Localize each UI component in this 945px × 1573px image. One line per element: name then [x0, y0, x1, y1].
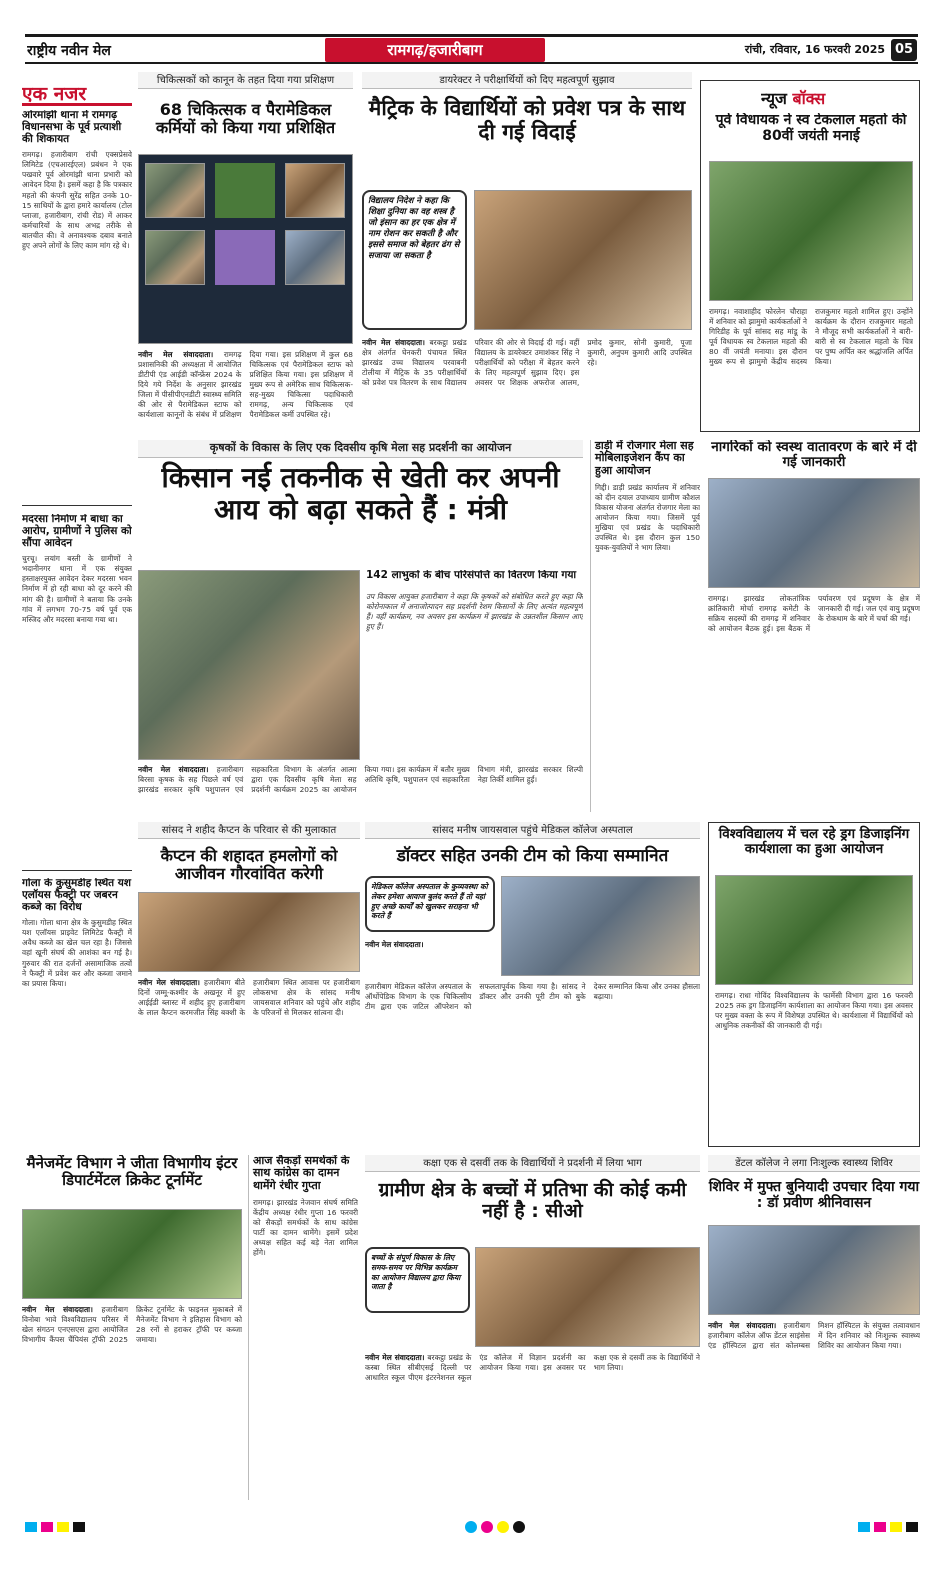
story-photo — [708, 478, 920, 588]
issue-date: रांची, रविवार, 16 फरवरी 2025 — [744, 43, 885, 56]
masthead — [25, 34, 918, 64]
participant-tile — [285, 163, 345, 218]
ek-nazar-headline-3: गोला के कुसुमडीह स्थित यश एलॉयस फैक्ट्री पर जबरन कब्जे का विरोध — [22, 878, 132, 913]
story-headline: आज सैकड़ों समर्थकों के साथ कांग्रेस का दामन थामेंगे रंधीर गुप्ता — [253, 1155, 350, 1192]
ek-nazar-item-1 — [22, 110, 132, 510]
ek-nazar-column — [22, 80, 132, 1145]
story-photo — [708, 1225, 920, 1315]
story-body: रामगढ़। राधा गोविंद विश्वविद्यालय के फार्मेसी विभाग द्वारा 16 फरवरी 2025 तक ड्रग डिजाइनिंग कार्यशाला का आयोजन किया गया। इस अवसर पर मुख्य वक्ता के रूप में विशेषज्ञ उपस्थित थे। कार्यशाला में विद्यार्थियों को आधुनिक तकनीकों की जानकारी दी गई। — [715, 991, 913, 1031]
news-box-headline: पूर्व विधायक ने स्व टेकलाल महतो की 80वीं जयंती मनाई — [715, 113, 907, 144]
story-headline: ग्रामीण क्षेत्र के बच्चों में प्रतिभा की कोई कमी नहीं है : सीओ — [378, 1179, 687, 1223]
story-byline: नवीन मेल संवाददाता। — [365, 940, 424, 949]
story-text: हजारीबाग विनोबा भावे विश्वविद्यालय परिसर में खेल संगठन एनएसएस द्वारा आयोजित विभागीय कैंपस चैंपियंस ट्रॉफी 2025 क्रिकेट टूर्नामेंट के फाइनल मुकाबले में मैनेजमेंट विभाग ने इतिहास विभाग को 28 रनों से हराकर ट्रॉफी पर कब्जा जमाया। — [22, 1305, 242, 1345]
lead-subhead: 142 लाभुकों के बीच परिसंपत्ति का वितरण किया गया — [366, 570, 577, 581]
register-block-black — [73, 1522, 85, 1532]
story-headline: 68 चिकित्सक व पैरामेडिकल कर्मियों को किया गया प्रशिक्षित — [155, 100, 336, 137]
register-block-yellow — [57, 1522, 69, 1532]
story-body: रामगढ़। झारखंड लोकतांत्रिक क्रांतिकारी मोर्चा रामगढ़ कमेटी के सक्रिय सदस्यों की रामगढ़ में शनिवार को आयोजन बैठक हुई। इस बैठक में पर्यावरण एवं प्रदूषण के क्षेत्र में जानकारी दी गई। जल एवं वायु प्रदूषण के रोकथाम के बारे में चर्चा की गई। — [708, 594, 920, 634]
section-title: रामगढ़/हजारीबाग — [387, 41, 483, 59]
story-headline: कैप्टन की शहादत हमलोगों को आजीवन गौरवांवित करेगी — [160, 846, 338, 883]
register-block-cyan — [858, 1522, 870, 1532]
story-photo — [475, 1247, 700, 1347]
ek-nazar-body-1: रामगढ़। हजारीबाग रांची एक्सप्रेसवे लिमिटेड (एचआरईएल) प्रबंधन ने एक पखवारे पूर्व ओरमांझी थाना प्रभारी को आवेदन दिया है। इसमें कहा है कि पत्रकार महतो की कंपनी सुरेंद्र सहित उनके 10-15 साथियों के द्वारा हमारे कार्यालय (टोल प्लाजा, हजारीबाग, रांची रोड) में आकर कर्मचारियों के साथ अभद्र तरीके से बातचीत की। वे अनावश्यक दबाव बनाते हुए अपने लोगों के लिए काम मांग रहे थे। — [22, 150, 132, 250]
register-block-magenta — [41, 1522, 53, 1532]
story-headline: विश्वविद्यालय में चल रहे ड्रग डिजाइनिंग कार्यशाला का हुआ आयोजन — [718, 826, 910, 858]
story-body — [362, 338, 692, 432]
story-dental-camp — [708, 1155, 920, 1500]
story-headline: डाड़ी में रोजगार मेला सह मोबिलाइजेशन कैंप का हुआ आयोजन — [595, 440, 694, 477]
news-box-body: रामगढ़। नवाशाहीद फोरलेन चौराहा में शनिवार को झामुमो कार्यकर्ताओं ने गिरिडीह के पूर्व सांसद सह मांडू के पूर्व विधायक स्व टेकलाल महतो की 80 वीं जयंती मनाया। इस दौरान मुख्य रूप से झामुमो केंद्रीय सदस्य राजकुमार महतो शामिल हुए। उन्होंने कार्यक्रम के दौरान राजकुमार महतो ने मौजूद सभी कार्यकर्ताओं ने बारी-बारी से स्व टेकलाल महतो के चित्र पर पुष्प अर्पित कर श्रद्धांजलि अर्पित किया। — [709, 307, 913, 367]
story-farewell — [362, 72, 692, 432]
paper-name: राष्ट्रीय नवीन मेल — [27, 43, 111, 59]
register-block-black — [906, 1522, 918, 1532]
register-dot-cyan — [465, 1521, 477, 1533]
lead-byline: नवीन मेल संवाददाता। — [138, 765, 209, 774]
students-photo — [474, 190, 692, 330]
story-kicker: कक्षा एक से दसवीं तक के विद्यार्थियों ने प्रदर्शनी में लिया भाग — [365, 1155, 700, 1172]
ek-nazar-body-2: चुरचू। लयांग बस्ती के ग्रामीणों ने भदानीनगर थाना में एक संयुक्त हस्ताक्षरयुक्त आवेदन देकर मदरसा भवन निर्माण में हो रही बाधा को दूर करने की मांग की है। ग्रामीणों ने बताया कि उनके गांव में लगभग 70-75 वर्ष पूर्व एक मस्जिद और मदरसा बनाया गया था। — [22, 554, 132, 624]
ek-nazar-label — [22, 80, 132, 106]
news-box-label — [761, 87, 881, 109]
story-headline: डॉक्टर सहित उनकी टीम को किया सम्मानित — [396, 846, 669, 866]
pull-quote: मेडिकल कॉलेज अस्पताल के कुव्यवस्था को लेकर हमेशा आवाज बुलंद करते हैं तो यहां हुए अच्छे कार्यों को खुलकर सराहना भी करते हैं — [365, 876, 495, 932]
page-number: 05 — [891, 39, 917, 61]
story-body: रामगढ़। झारखंड नेजवान संघर्ष समिति केंद्रीय अध्यक्ष रंधीर गुप्ता 16 फरवरी को सैकड़ों समर्थकों के साथ कांग्रेस पार्टी का दामन थामेंगे। इसमें प्रदेश अध्यक्ष सहित कई बड़े नेता शामिल होंगे। — [253, 1197, 358, 1258]
lead-photo — [138, 570, 360, 760]
participant-tile — [215, 163, 275, 218]
story-kicker: सांसद ने शहीद कैप्टन के परिवार से की मुलाकात — [138, 822, 360, 839]
news-box-photo — [709, 161, 913, 301]
ek-nazar-title: एक नजर — [22, 83, 87, 105]
register-block-yellow — [890, 1522, 902, 1532]
story-body: गिद्दी। डाड़ी प्रखंड कार्यालय में शनिवार को दीन दयाल उपाध्याय ग्रामीण कौशल विकास योजना अंतर्गत रोजगार मेला का आयोजन किया गया। जिसमें पूर्व मुखिया एवं प्रखंड के पदाधिकारी उपस्थित थे। इस दौरान कुल 150 युवक-युवतियों ने भाग लिया। — [595, 482, 700, 553]
story-body — [708, 1321, 920, 1500]
story-byline: नवीन मेल संवाददाता। — [362, 338, 425, 347]
story-kicker: डायरेक्टर ने परीक्षार्थियों को दिए महत्वपूर्ण सुझाव — [362, 72, 692, 89]
print-registration-bar — [25, 1520, 918, 1534]
story-byline: नवीन मेल संवाददाता। — [22, 1305, 93, 1314]
news-box-label-a: न्यूज — [761, 89, 787, 108]
section-banner — [325, 38, 545, 62]
news-box-label-b: बॉक्स — [792, 89, 826, 108]
story-headline: नागरिकों को स्वस्थ वातावरण के बारे में दी गई जानकारी — [711, 440, 917, 471]
story-health-awareness — [708, 440, 920, 812]
lead-text: हजारीबाग बिरसा कृषक के सह पिछले वर्ष एवं झारखंड सरकार कृषि पशुपालन एवं सहकारिता विभाग के अंतर्गत आत्मा द्वारा एक दिवसीय कृषि मेला सह प्रदर्शनी कार्यक्रम 2025 का आयोजन किया गया। इस कार्यक्रम में बतौर मुख्य अतिथि कृषि, पशुपालन एवं सहकारिता विभाग मंत्री, झारखंड सरकार शिल्पी नेहा तिर्की शामिल हुईं। — [138, 765, 583, 795]
story-kicker: चिकित्सकों को कानून के तहत दिया गया प्रशिक्षण — [138, 72, 353, 89]
ek-nazar-headline-2: मदरसा निर्माण में बाधा का आरोप, ग्रामीणों ने पुलिस को सौंपा आवेदन — [22, 514, 132, 549]
divider — [22, 505, 132, 506]
story-drug-workshop — [708, 822, 920, 1147]
story-headline: मैनेजमेंट विभाग ने जीता विभागीय इंटर डिपार्टमेंटल क्रिकेट टूर्नामेंट — [26, 1155, 238, 1189]
register-dot-black — [513, 1521, 525, 1533]
lead-story — [138, 440, 583, 812]
ek-nazar-body-3: गोला। गोला थाना क्षेत्र के कुसुमडीह स्थित यश एलॉयस प्राइवेट लिमिटेड फैक्ट्री में अवैध कब्जे का खेल चल रहा है। जिससे वहां खूनी संघर्ष की आशंका बन गई है। गुरुवार की रात दर्जनों असामाजिक तत्वों ने फैक्ट्री में प्रवेश कर और कब्जा जमाने का प्रयास किया। — [22, 918, 132, 988]
participant-tile — [215, 230, 275, 285]
ek-nazar-headline-1: ओरमांझी थाना में रामगढ़ विधानसभा के पूर्व प्रत्याशी की शिकायत — [22, 110, 122, 145]
lead-kicker: कृषकों के विकास के लिए एक दिवसीय कृषि मेला सह प्रदर्शनी का आयोजन — [138, 440, 583, 458]
participant-tile — [145, 230, 205, 285]
lead-intro: उप विकास आयुक्त हजारीबाग ने कहा कि कृषकों को संबोधित करते हुए कहा कि कोरोनाकाल में अनाजोत्पादन सह प्रदर्शनी रेशम किसानों के लिए अत्यंत महत्वपूर्ण हैं। वहीं कार्यक्रम, नव अवसर इस कार्यक्रम में झारखंड के उन्नतशील किसान आए हुए हैं। — [366, 592, 583, 632]
story-photo — [715, 875, 913, 985]
story-byline: नवीन मेल संवाददाता। — [708, 1321, 777, 1330]
story-body — [22, 1305, 242, 1500]
ek-nazar-item-3 — [22, 878, 132, 1143]
story-text: रामगढ़ प्रशासनिकी की अध्यक्षता में आयोजित डीटीपी एंड आईडी कॉन्फ्रेंस 2024 के दिये गये निर्देश के अनुसार झारखंड जिला में पीसीपीएनडीटी स्वास्थ्य समिति की ओर से पैरामेडिकल स्टाफ को कार्यशाला कानूनों के संबंध में प्रशिक्षण दिया गया। इस प्रशिक्षण में कुल 68 चिकित्सक एवं पैरामेडिकल स्टाफ को प्रशिक्षित किया गया। इस प्रशिक्षण में मुख्य रूप से अमेरिक साथ चिकित्सक-सह-मुख्य चिकित्सा पदाधिकारी रामगढ़, अन्य चिकित्सक एवं पैरामेडिकल कर्मी उपस्थित रहे। — [138, 350, 353, 420]
story-headline: मैट्रिक के विद्यार्थियों को प्रवेश पत्र के साथ दी गई विदाई — [368, 96, 686, 144]
ek-nazar-item-2 — [22, 514, 132, 859]
news-box — [700, 80, 920, 432]
story-byline: नवीन मेल संवाददाता। — [365, 1353, 425, 1362]
story-body — [365, 940, 495, 980]
story-congress — [248, 1155, 358, 1500]
story-byline: नवीन मेल संवाददाता। — [138, 978, 200, 987]
register-block-magenta — [874, 1522, 886, 1532]
register-dot-magenta — [481, 1521, 493, 1533]
story-photo — [501, 876, 700, 976]
story-kicker: सांसद मनीष जायसवाल पहुंचे मेडिकल कॉलेज अस्पताल — [365, 822, 700, 839]
story-cricket — [22, 1155, 242, 1500]
story-headline: शिविर में मुफ्त बुनियादी उपचार दिया गया : डॉ प्रवीण श्रीनिवासन — [708, 1179, 920, 1211]
story-body — [138, 978, 360, 1147]
video-call-screenshot — [138, 154, 353, 344]
story-photo — [22, 1209, 242, 1299]
story-byline: नवीन मेल संवाददाता। — [138, 350, 214, 359]
story-photo — [138, 892, 360, 972]
story-student-talent — [365, 1155, 700, 1500]
story-training — [138, 72, 353, 432]
story-body — [365, 1353, 700, 1500]
pull-quote: बच्चों के संपूर्ण विकास के लिए समय-समय पर विभिन्न कार्यक्रम का आयोजन विद्यालय द्वारा किया जाता है — [365, 1247, 470, 1313]
story-body — [138, 350, 353, 432]
story-captain — [138, 822, 360, 1147]
participant-tile — [285, 230, 345, 285]
divider — [22, 870, 132, 871]
lead-body — [138, 765, 583, 812]
story-employment-fair — [590, 440, 700, 812]
story-text: बरकट्ठा प्रखंड के कस्बा स्थित सीबीएसई दिल्ली पर आधारित स्कूल पीएम इंटरनेशनल स्कूल एंड कॉलेज में विज्ञान प्रदर्शनी का आयोजन किया गया। इस अवसर पर कक्षा एक से दसवीं तक के विद्यार्थियों ने भाग लिया। — [365, 1353, 700, 1383]
story-text: बरकट्ठा प्रखंड क्षेत्र अंतर्गत घेनकरी पंचायत स्थित झारखंड उच्च विद्यालय परवाबनी टोलीया में मैट्रिक के 35 परीक्षार्थियों को प्रवेश पत्र वितरण के साथ विद्यालय परिवार की ओर से विदाई दी गई। वहीं विद्यालय के डायरेक्टर उमाशंकर सिंह ने परीक्षार्थियों को परीक्षा में बेहतर करने के लिए महत्वपूर्ण सुझाव दिए। इस अवसर पर शिक्षक अफरोज आलम, प्रमोद कुमार, सोनी कुमारी, पूजा कुमारी, अनुपम कुमारी आदि उपस्थित रहे। — [362, 338, 692, 388]
story-text: हजारीबाग बीते दिनों जम्मू-कश्मीर के अखनूर में हुए आईईडी ब्लास्ट में शहीद हुए हजारीबाग के लाल कैप्टन करमजीत सिंह बक्शी के हजारीबाग स्थित आवास पर हजारीबाग लोकसभा क्षेत्र के सांसद मनीष जायसवाल शनिवार को पहुंचे और शहीद के परिजनों से मिलकर सांत्वना दी। — [138, 978, 360, 1018]
lead-headline: किसान नई तकनीक से खेती कर अपनी आय को बढ़ा सकते हैं : मंत्री — [161, 461, 560, 527]
register-block-cyan — [25, 1522, 37, 1532]
participant-tile — [145, 163, 205, 218]
story-text: हजारीबाग हजारीबाग कॉलेज ऑफ डेंटल साइंसेस एंड हॉस्पिटल द्वारा संत कोलम्बस मिशन हॉस्पिटल के संयुक्त तत्वावधान में दिन शनिवार को निःशुल्क स्वास्थ्य शिविर का आयोजन किया गया। — [708, 1321, 920, 1351]
story-doctor-honour — [365, 822, 700, 1147]
story-kicker: डेंटल कॉलेज ने लगा निःशुल्क स्वास्थ्य शिविर — [708, 1155, 920, 1172]
pull-quote: विद्यालय निदेश ने कहा कि शिक्षा दुनिया का वह शस्त्र है जो इंसान का हर एक क्षेत्र में नाम रोशन कर सकती है और इससे समाज को बेहतर ढंग से सजाया जा सकता है — [362, 190, 467, 330]
register-dot-yellow — [497, 1521, 509, 1533]
story-text: हजारीबाग मेडिकल कॉलेज अस्पताल के ऑर्थोपेडिक विभाग के एक चिकित्सीय टीम द्वारा एक जटिल ऑपरेशन को सफलतापूर्वक किया गया है। सांसद ने डॉक्टर और उनकी पूरी टीम को बुके देकर सम्मानित किया और उनका हौसला बढ़ाया। — [365, 982, 700, 1012]
